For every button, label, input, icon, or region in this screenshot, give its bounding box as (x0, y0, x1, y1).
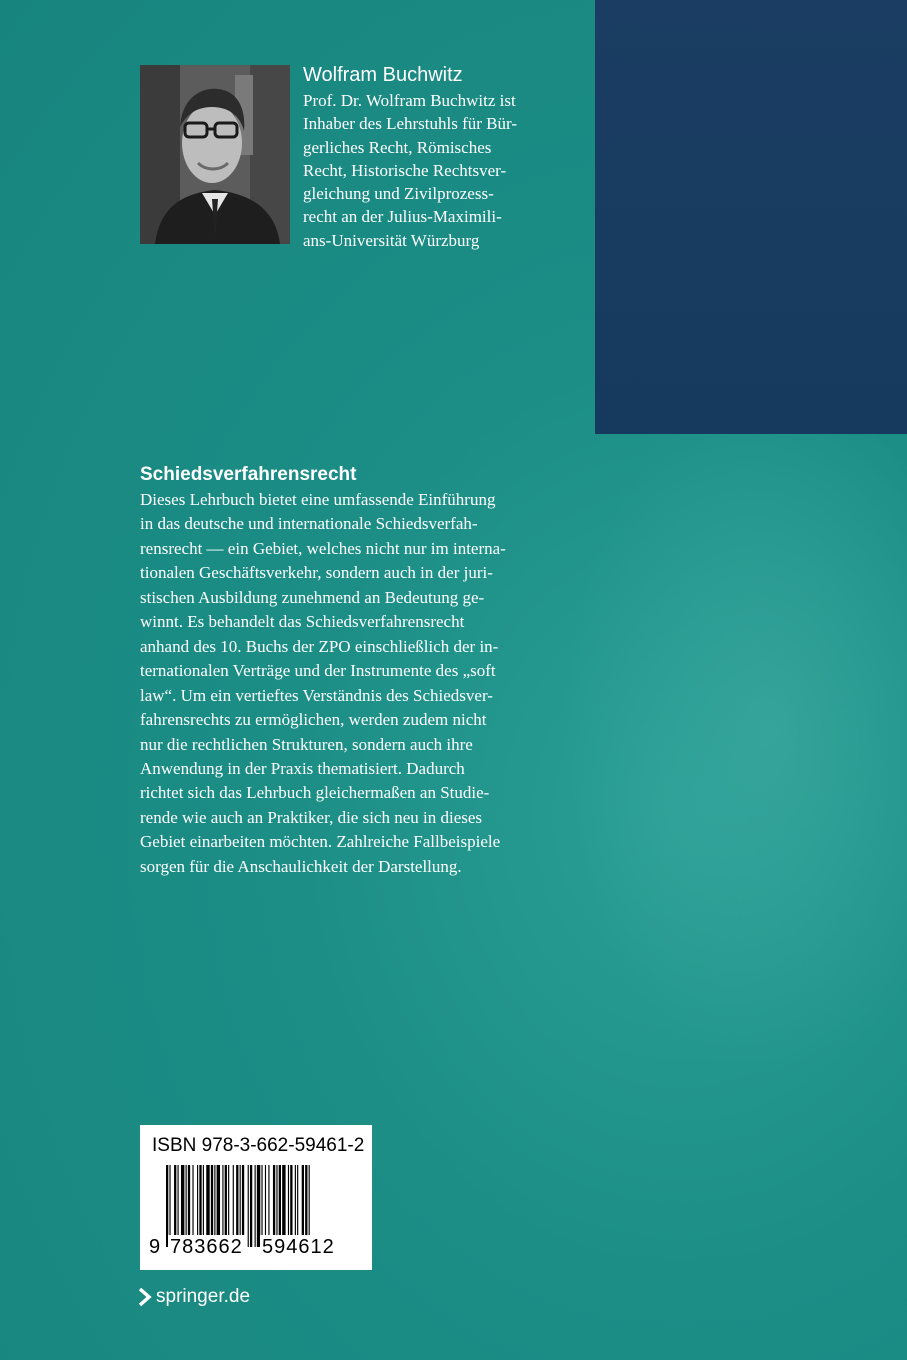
blurb-line: tionalen Geschäftsverkehr, sondern auch in der juri- (140, 563, 493, 583)
author-bio-line: gleichung und Zivilprozess- (303, 184, 494, 204)
barcode-bar (255, 1165, 256, 1247)
blurb-line: richtet sich das Lehrbuch gleichermaßen an Studie- (140, 783, 490, 803)
publisher-url: springer.de (156, 1286, 251, 1307)
author-bio-line: Recht, Historische Rechtsver- (303, 160, 507, 180)
background-wash (560, 380, 907, 1080)
blurb-line: in das deutsche und internationale Schiedsverfah- (140, 514, 478, 534)
author-name: Wolfram Buchwitz (303, 64, 463, 86)
blurb-line: winnt. Es behandelt das Schiedsverfahrensrecht (140, 612, 465, 632)
blurb-line: fahrensrechts zu ermöglichen, werden zudem nicht (140, 710, 487, 730)
isbn-label: ISBN 978-3-662-59461-2 (152, 1135, 365, 1156)
publisher-link[interactable] (138, 1284, 250, 1310)
book-title: Schiedsverfahrensrecht (140, 464, 357, 485)
barcode-digit-group: 594612 (262, 1236, 335, 1258)
author-bio-line: recht an der Julius-Maximili- (303, 207, 502, 227)
author-bio-line: ans-Universität Würzburg (303, 230, 480, 250)
isbn-barcode (140, 1125, 372, 1270)
blurb-line: stischen Ausbildung zunehmend an Bedeutung ge- (140, 587, 485, 607)
navy-accent-block (595, 0, 907, 434)
book-blurb (140, 488, 580, 879)
blurb-line: anhand des 10. Buchs der ZPO einschließlich der in- (140, 636, 499, 656)
author-bio (303, 89, 583, 252)
barcode-digit-first: 9 (149, 1236, 162, 1258)
author-bio-line: gerliches Recht, Römisches (303, 137, 492, 157)
author-bio-line: Prof. Dr. Wolfram Buchwitz ist (303, 91, 516, 110)
blurb-line: Gebiet einarbeiten möchten. Zahlreiche Fallbeispiele (140, 832, 501, 852)
author-portrait-image (140, 65, 290, 244)
blurb-line: sorgen für die Anschaulichkeit der Darstellung. (140, 856, 462, 876)
author-photo (140, 65, 290, 244)
blurb-line: Dieses Lehrbuch bietet eine umfassende Einführung (140, 490, 496, 509)
barcode-bar (250, 1165, 252, 1247)
chevron-right-icon (138, 1287, 152, 1307)
blurb-line: rensrecht — ein Gebiet, welches nicht nur im interna- (140, 538, 506, 558)
barcode-digit-group: 783662 (170, 1236, 243, 1258)
blurb-line: Anwendung in der Praxis thematisiert. Dadurch (140, 758, 465, 778)
blurb-line: nur die rechtlichen Strukturen, sondern auch ihre (140, 734, 473, 754)
blurb-line: rende wie auch an Praktiker, die sich neu in dieses (140, 807, 483, 827)
author-bio-line: Inhaber des Lehrstuhls für Bür- (303, 114, 517, 134)
blurb-line: law“. Um ein vertieftes Verständnis des Schiedsver- (140, 685, 493, 705)
blurb-line: ternationalen Verträge und der Instrumente des „soft (140, 661, 496, 681)
barcode-bar (248, 1165, 249, 1247)
